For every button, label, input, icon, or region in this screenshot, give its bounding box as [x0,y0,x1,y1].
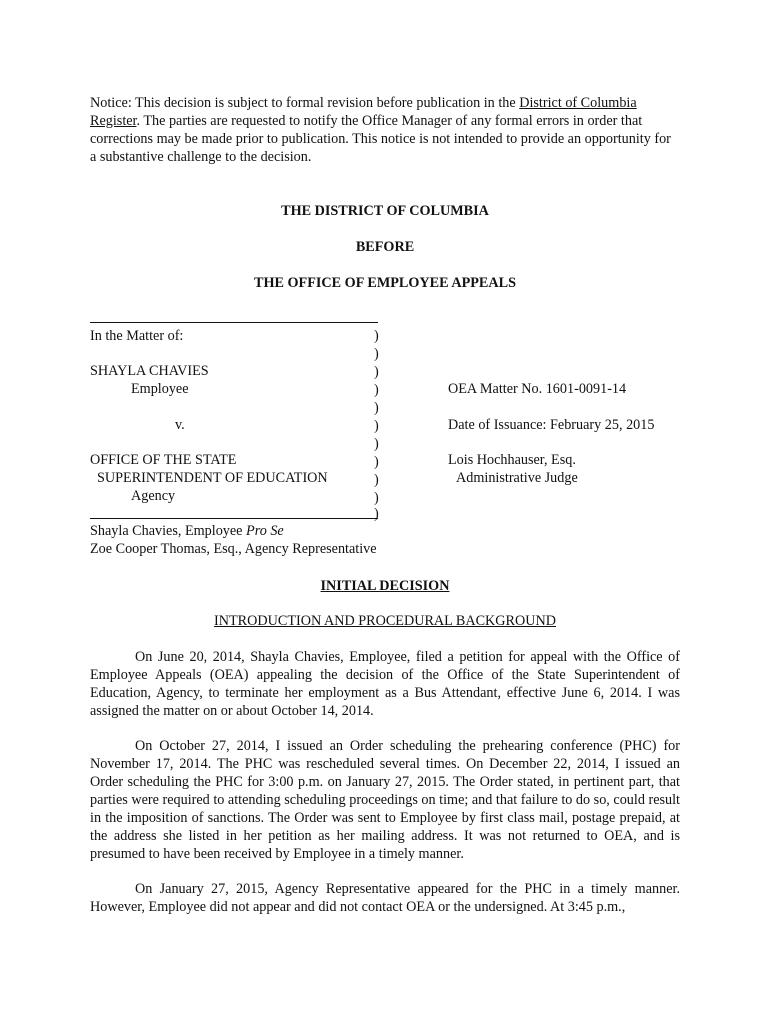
employee-representative [90,522,377,540]
paragraph-2: On October 27, 2014, I issued an Order scheduling the prehearing conference (PHC) for November 17, 2014. The PHC was rescheduled several times. On December 22, 2014, I issued an Order scheduling the PHC for 3:00 p.m. on January 27, 2015. The Order stated, in pertinent part, that parties were required to attending scheduling proceedings on time; and that failure to do so, could result in the imposition of sanctions. The Order was sent to Employee by first class mail, postage prepaid, at the address she listed in her petition as her mailing address. It was not returned to OEA, and is presumed to have been received by Employee in a timely manner. [90,738,680,862]
pro-se-label: Pro Se [246,523,284,539]
caption-paren: ) [374,454,379,470]
caption-paren: ) [374,436,379,452]
representatives [90,522,377,558]
notice-rest: . The parties are requested to notify the Office Manager of any formal errors in order that corrections may be made prior to publication. This notice is not intended to provide an opportunity for a substantive challenge to the decision. [90,113,671,165]
caption-paren: ) [374,382,379,398]
agency-name-line-1: OFFICE OF THE STATE [90,452,237,468]
date-of-issuance: Date of Issuance: February 25, 2015 [448,417,655,433]
employee-role: Employee [131,381,189,397]
caption-paren: ) [374,490,379,506]
oea-matter-number: OEA Matter No. 1601-0091-14 [448,381,627,397]
notice-register-link: District of Columbia Register [90,95,637,129]
agency-name-line-2: SUPERINTENDENT OF EDUCATION [97,470,328,486]
agency-representative: Zoe Cooper Thomas, Esq., Agency Representative [90,541,377,557]
caption-paren: ) [374,400,379,416]
employee-name: SHAYLA CHAVIES [90,363,209,379]
section-title: INTRODUCTION AND PROCEDURAL BACKGROUND [214,613,556,629]
caption-paren: ) [374,364,379,380]
in-the-matter-of: In the Matter of: [90,328,184,344]
caption-paren: ) [374,506,379,522]
caption-top-rule [90,322,378,323]
judge-name: Lois Hochhauser, Esq. [448,452,576,468]
notice-lead: Notice: This decision is subject to formal revision before publication in the [90,95,520,111]
judge-title: Administrative Judge [456,470,578,486]
caption-paren: ) [374,328,379,344]
caption-paren: ) [374,472,379,488]
decision-title: INITIAL DECISION [320,578,450,594]
paragraph-1: On June 20, 2014, Shayla Chavies, Employee, filed a petition for appeal with the Office of Employee Appeals (OEA) appealing the decision of the Office of the State Superintendent of Education, Agency, to terminate her employment as a Bus Attendant, effective June 6, 2014. I was assigned the matter on or about October 14, 2014. [90,649,680,719]
publication-notice [90,94,680,166]
caption-paren: ) [374,346,379,362]
header-line-1: THE DISTRICT OF COLUMBIA [281,203,489,219]
paragraph-3: On January 27, 2015, Agency Representative appeared for the PHC in a timely manner. However, Employee did not appear and did not contact OEA or the undersigned. At 3:45 p.m., [90,881,680,915]
header-line-2: BEFORE [355,239,415,255]
employee-rep-name: Shayla Chavies, Employee [90,523,247,539]
agency-role: Agency [131,488,176,504]
caption-paren: ) [374,418,379,434]
caption-bottom-rule [90,518,378,519]
header-line-3: THE OFFICE OF EMPLOYEE APPEALS [254,275,516,291]
versus: v. [175,417,185,433]
